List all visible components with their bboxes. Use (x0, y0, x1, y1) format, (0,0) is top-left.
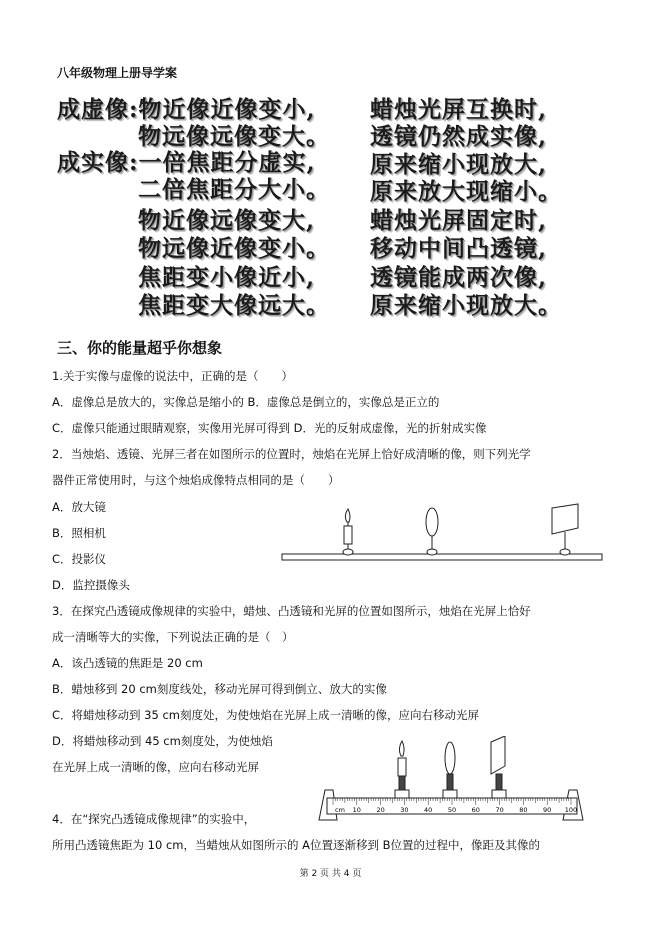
rhyme-right-line-8: 原来缩小现放大。 (370, 292, 562, 319)
ruler-label: 20 (376, 806, 385, 814)
q4-stem-line-1: 4．在“探究凸透镜成像规律”的实验中， (52, 812, 256, 826)
q2-optical-bench-diagram (280, 500, 605, 570)
q2-option-b: B．照相机 (52, 526, 106, 540)
ruler-label: 10 (352, 806, 361, 814)
screen-icon (491, 736, 506, 798)
rhyme-right-line-4: 原来放大现缩小。 (370, 178, 562, 205)
ruler-label: 40 (424, 806, 433, 814)
q3-option-d-line-2: 在光屏上成一清晰的像，应向右移动光屏 (52, 760, 259, 774)
page-footer: 第 2 页 共 4 页 (299, 869, 362, 879)
rhyme-left-line-6: 物远像近像变小。 (138, 235, 330, 262)
ruler-label: 100 (564, 806, 578, 814)
q3-option-a: A．该凸透镜的焦距是 20 cm (52, 656, 203, 670)
ruler-label: cm (335, 806, 345, 814)
rhyme-right-line-2: 透镜仍然成实像, (370, 123, 548, 150)
ruler-label: 90 (543, 806, 552, 814)
page-header: 八年级物理上册导学案 (57, 66, 178, 80)
rhyme-left-line-3: 成实像:一倍焦距分虚实, (57, 149, 316, 176)
rhyme-left-line-5: 物近像远像变大, (138, 207, 316, 234)
bench-rail (282, 554, 602, 560)
q2-stem-line-2: 器件正常使用时，与这个烛焰成像特点相同的是（ ） (52, 473, 340, 487)
ruler-label: 80 (519, 806, 528, 814)
rhyme-left-line-4: 二倍焦距分大小。 (138, 176, 330, 203)
rhyme-right-line-1: 蜡烛光屏互换时, (370, 96, 548, 123)
ruler-label: 50 (447, 806, 457, 814)
q2-option-a: A．放大镜 (52, 500, 106, 514)
screen-icon (552, 504, 578, 555)
rhyme-left-line-1: 成虚像:物近像近像变小, (57, 96, 316, 123)
q3-stem-line-1: 3．在探究凸透镜成像规律的实验中，蜡烛、凸透镜和光屏的位置如图所示，烛焰在光屏上恰好 (52, 604, 531, 618)
ruler-label: 60 (471, 806, 480, 814)
rhyme-right-line-5: 蜡烛光屏固定时, (370, 207, 548, 234)
ruler-label: 30 (400, 806, 409, 814)
q2-option-c: C．投影仪 (52, 552, 107, 566)
candle-icon (395, 741, 409, 798)
q2-stem-line-1: 2．当烛焰、透镜、光屏三者在如图所示的位置时，烛焰在光屏上恰好成清晰的像，则下列光学 (52, 447, 531, 461)
section-title: 三、你的能量超乎你想象 (57, 339, 223, 357)
q1-options-ab: A．虚像总是放大的，实像总是缩小的 B．虚像总是倒立的，实像总是正立的 (52, 395, 440, 409)
q2-option-d: D．监控摄像头 (52, 578, 130, 592)
q4-stem-line-2: 所用凸透镜焦距为 10 cm，当蜡烛从如图所示的 A位置逐渐移到 B位置的过程中，像距及其像的 (52, 838, 541, 852)
q3-option-c: C．将蜡烛移动到 35 cm刻度处，为使烛焰在光屏上成一清晰的像，应向右移动光屏 (52, 708, 479, 722)
lens-icon (443, 742, 457, 798)
q1-stem: 1.关于实像与虚像的说法中，正确的是（ ） (52, 369, 293, 383)
q3-ruler-bench-diagram (315, 736, 587, 822)
lens-icon (426, 508, 438, 555)
rhyme-right-line-3: 原来缩小现放大, (370, 151, 548, 178)
q3-option-b: B．蜡烛移到 20 cm刻度线处，移动光屏可得到倒立、放大的实像 (52, 682, 387, 696)
rhyme-right-line-7: 透镜能成两次像, (370, 264, 548, 291)
q1-options-cd: C．虚像只能通过眼睛观察，实像用光屏可得到 D．光的反射成虚像，光的折射成实像 (52, 421, 487, 435)
candle-icon (343, 509, 353, 555)
q3-option-d-line-1: D．将蜡烛移动到 45 cm刻度处，为使烛焰 (52, 734, 273, 748)
rhyme-left-line-7: 焦距变小像近小, (138, 264, 316, 291)
q3-stem-line-2: 成一清晰等大的实像，下列说法正确的是（ ） (52, 630, 294, 644)
ruler-label: 70 (495, 806, 504, 814)
rhyme-right-line-6: 移动中间凸透镜, (370, 235, 548, 262)
rhyme-left-line-2: 物远像远像变大。 (138, 123, 330, 150)
rhyme-left-line-8: 焦距变大像远大。 (138, 292, 330, 319)
